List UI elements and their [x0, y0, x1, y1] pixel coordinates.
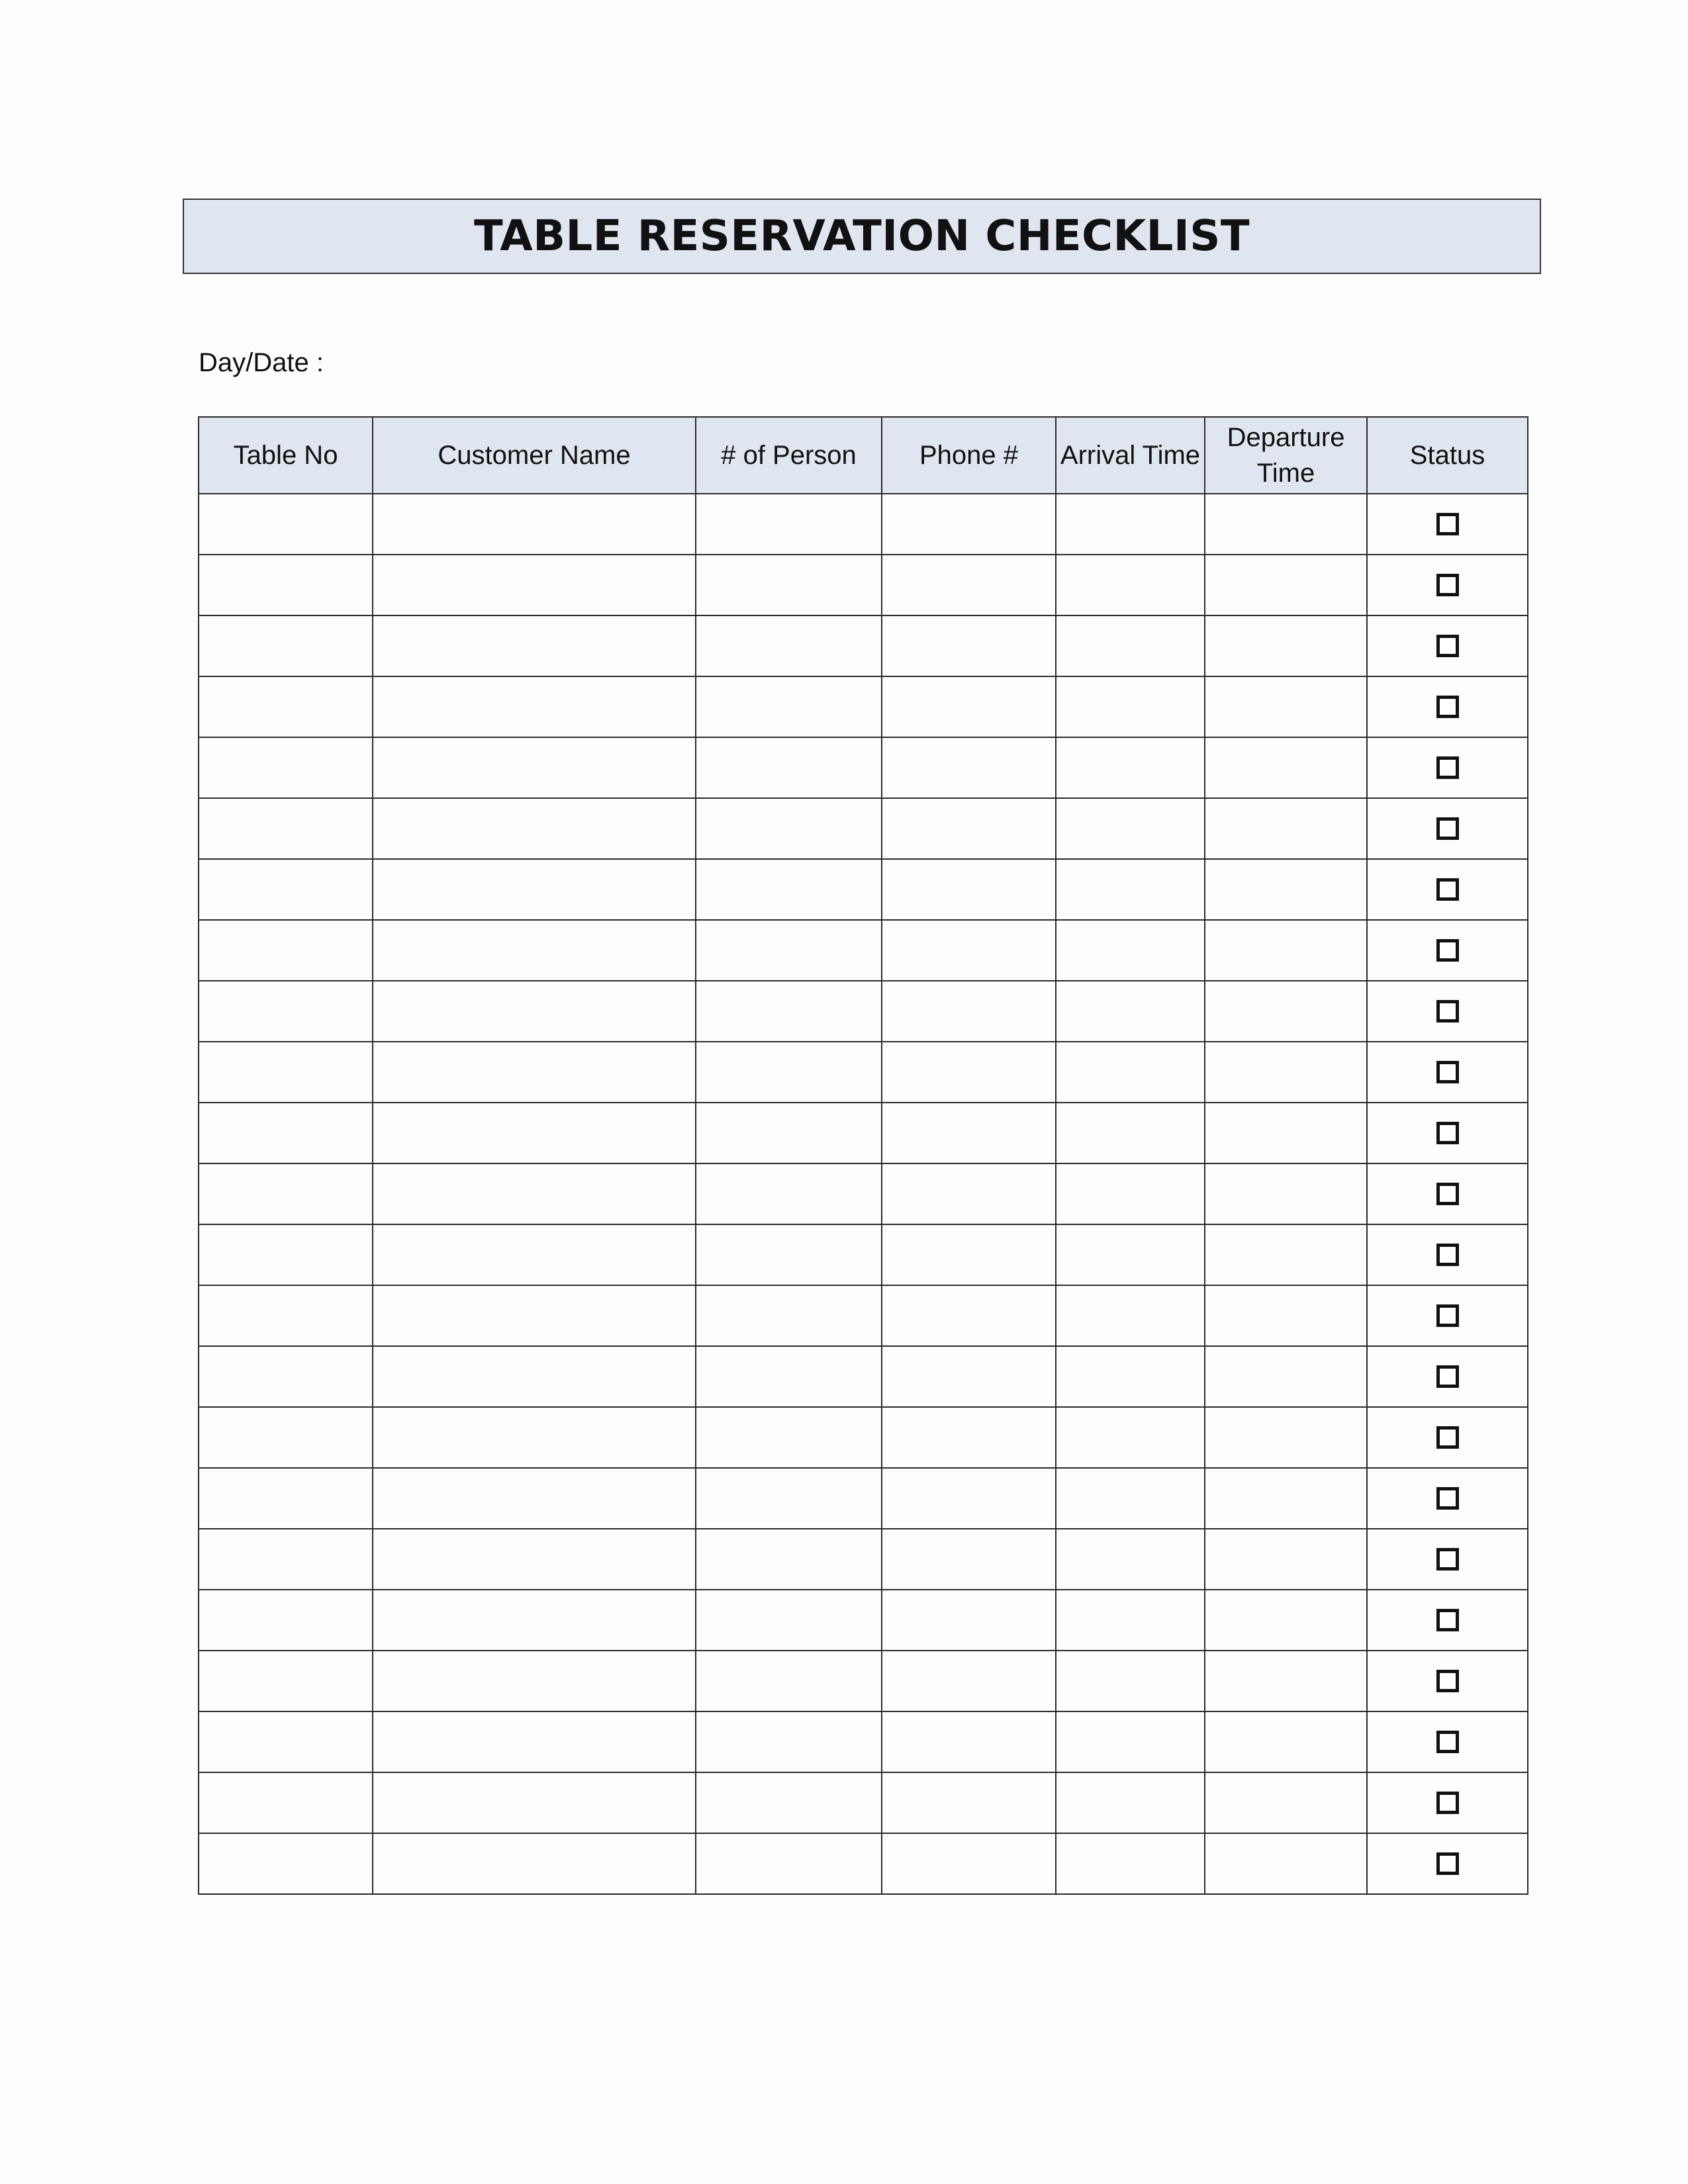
departure-time-cell[interactable]: [1205, 1224, 1367, 1285]
phone-cell[interactable]: [882, 1042, 1056, 1103]
num-persons-cell[interactable]: [696, 1590, 882, 1651]
table-row: [199, 1163, 1528, 1224]
departure-time-cell[interactable]: [1205, 494, 1367, 555]
table-row: [199, 1711, 1528, 1772]
departure-time-cell[interactable]: [1205, 1529, 1367, 1590]
customer-name-cell[interactable]: [373, 859, 696, 920]
table-row: [199, 1529, 1528, 1590]
arrival-time-cell[interactable]: [1056, 981, 1205, 1042]
status-checkbox[interactable]: [1436, 1365, 1459, 1388]
status-cell: [1367, 1224, 1528, 1285]
phone-cell[interactable]: [882, 1407, 1056, 1468]
num-persons-cell[interactable]: [696, 676, 882, 737]
num-persons-cell[interactable]: [696, 1163, 882, 1224]
reservation-table: [198, 416, 1528, 1895]
status-checkbox[interactable]: [1436, 1426, 1459, 1449]
phone-cell[interactable]: [882, 1711, 1056, 1772]
status-cell: [1367, 615, 1528, 676]
status-checkbox[interactable]: [1436, 1000, 1459, 1023]
num-persons-cell[interactable]: [696, 494, 882, 555]
column-header-departure-time: Departure Time: [1205, 417, 1367, 494]
departure-time-cell[interactable]: [1205, 1711, 1367, 1772]
status-cell: [1367, 920, 1528, 981]
arrival-time-cell[interactable]: [1056, 1529, 1205, 1590]
num-persons-cell[interactable]: [696, 1651, 882, 1711]
departure-time-cell[interactable]: [1205, 737, 1367, 798]
customer-name-cell[interactable]: [373, 798, 696, 859]
table-row: [199, 920, 1528, 981]
customer-name-cell[interactable]: [373, 615, 696, 676]
table-row: [199, 1590, 1528, 1651]
table-no-cell[interactable]: [199, 1163, 373, 1224]
customer-name-cell[interactable]: [373, 1711, 696, 1772]
status-checkbox[interactable]: [1436, 1852, 1459, 1875]
table-no-cell[interactable]: [199, 615, 373, 676]
arrival-time-cell[interactable]: [1056, 1042, 1205, 1103]
header-row: [199, 417, 1528, 494]
status-cell: [1367, 1346, 1528, 1407]
phone-cell[interactable]: [882, 1772, 1056, 1833]
status-cell: [1367, 1833, 1528, 1894]
column-header-num-persons: # of Person: [696, 417, 882, 494]
num-persons-cell[interactable]: [696, 1407, 882, 1468]
status-checkbox[interactable]: [1436, 1122, 1459, 1144]
status-checkbox[interactable]: [1436, 878, 1459, 901]
status-cell: [1367, 1468, 1528, 1529]
table-row: [199, 1346, 1528, 1407]
departure-time-cell[interactable]: [1205, 1042, 1367, 1103]
departure-time-cell[interactable]: [1205, 615, 1367, 676]
num-persons-cell[interactable]: [696, 555, 882, 615]
customer-name-cell[interactable]: [373, 1042, 696, 1103]
phone-cell[interactable]: [882, 1833, 1056, 1894]
customer-name-cell[interactable]: [373, 1346, 696, 1407]
table-no-cell[interactable]: [199, 1772, 373, 1833]
customer-name-cell[interactable]: [373, 676, 696, 737]
table-no-cell[interactable]: [199, 555, 373, 615]
phone-cell[interactable]: [882, 1590, 1056, 1651]
status-checkbox[interactable]: [1436, 1244, 1459, 1266]
table-no-cell[interactable]: [199, 1407, 373, 1468]
arrival-time-cell[interactable]: [1056, 1590, 1205, 1651]
arrival-time-cell[interactable]: [1056, 676, 1205, 737]
customer-name-cell[interactable]: [373, 1407, 696, 1468]
table-row: [199, 1772, 1528, 1833]
status-cell: [1367, 798, 1528, 859]
table-no-cell[interactable]: [199, 1346, 373, 1407]
phone-cell[interactable]: [882, 859, 1056, 920]
phone-cell[interactable]: [882, 676, 1056, 737]
table-no-cell[interactable]: [199, 1224, 373, 1285]
table-row: [199, 859, 1528, 920]
customer-name-cell[interactable]: [373, 1224, 696, 1285]
arrival-time-cell[interactable]: [1056, 1468, 1205, 1529]
table-row: [199, 1468, 1528, 1529]
num-persons-cell[interactable]: [696, 1711, 882, 1772]
status-cell: [1367, 555, 1528, 615]
table-no-cell[interactable]: [199, 676, 373, 737]
table-no-cell[interactable]: [199, 1833, 373, 1894]
table-row: [199, 1103, 1528, 1163]
departure-time-cell[interactable]: [1205, 1651, 1367, 1711]
status-cell: [1367, 1590, 1528, 1651]
table-no-cell[interactable]: [199, 1103, 373, 1163]
status-cell: [1367, 1285, 1528, 1346]
arrival-time-cell[interactable]: [1056, 798, 1205, 859]
table-no-cell[interactable]: [199, 1042, 373, 1103]
num-persons-cell[interactable]: [696, 1042, 882, 1103]
departure-time-cell[interactable]: [1205, 981, 1367, 1042]
phone-cell[interactable]: [882, 494, 1056, 555]
status-checkbox[interactable]: [1436, 817, 1459, 840]
status-checkbox[interactable]: [1436, 635, 1459, 657]
arrival-time-cell[interactable]: [1056, 1772, 1205, 1833]
column-header-customer-name: Customer Name: [373, 417, 696, 494]
customer-name-cell[interactable]: [373, 920, 696, 981]
num-persons-cell[interactable]: [696, 1833, 882, 1894]
arrival-time-cell[interactable]: [1056, 494, 1205, 555]
phone-cell[interactable]: [882, 1468, 1056, 1529]
departure-time-cell[interactable]: [1205, 1346, 1367, 1407]
column-header-arrival-time: Arrival Time: [1056, 417, 1205, 494]
column-header-phone: Phone #: [882, 417, 1056, 494]
status-cell: [1367, 859, 1528, 920]
table-row: [199, 1833, 1528, 1894]
status-checkbox[interactable]: [1436, 1183, 1459, 1205]
arrival-time-cell[interactable]: [1056, 920, 1205, 981]
table-row: [199, 494, 1528, 555]
arrival-time-cell[interactable]: [1056, 1285, 1205, 1346]
num-persons-cell[interactable]: [696, 920, 882, 981]
phone-cell[interactable]: [882, 981, 1056, 1042]
arrival-time-cell[interactable]: [1056, 859, 1205, 920]
departure-time-cell[interactable]: [1205, 798, 1367, 859]
status-checkbox[interactable]: [1436, 513, 1459, 535]
phone-cell[interactable]: [882, 1163, 1056, 1224]
phone-cell[interactable]: [882, 555, 1056, 615]
table-no-cell[interactable]: [199, 1285, 373, 1346]
status-cell: [1367, 981, 1528, 1042]
customer-name-cell[interactable]: [373, 1163, 696, 1224]
status-checkbox[interactable]: [1436, 1304, 1459, 1327]
customer-name-cell[interactable]: [373, 737, 696, 798]
departure-time-cell[interactable]: [1205, 1833, 1367, 1894]
column-header-status: Status: [1367, 417, 1528, 494]
status-cell: [1367, 1711, 1528, 1772]
arrival-time-cell[interactable]: [1056, 737, 1205, 798]
arrival-time-cell[interactable]: [1056, 1407, 1205, 1468]
table-row: [199, 981, 1528, 1042]
arrival-time-cell[interactable]: [1056, 1163, 1205, 1224]
table-no-cell[interactable]: [199, 981, 373, 1042]
status-cell: [1367, 1103, 1528, 1163]
num-persons-cell[interactable]: [696, 1468, 882, 1529]
status-checkbox[interactable]: [1436, 756, 1459, 779]
table-row: [199, 676, 1528, 737]
table-row: [199, 615, 1528, 676]
phone-cell[interactable]: [882, 798, 1056, 859]
status-checkbox[interactable]: [1436, 1548, 1459, 1570]
table-no-cell[interactable]: [199, 1590, 373, 1651]
departure-time-cell[interactable]: [1205, 1772, 1367, 1833]
customer-name-cell[interactable]: [373, 1529, 696, 1590]
phone-cell[interactable]: [882, 1346, 1056, 1407]
table-row: [199, 1407, 1528, 1468]
title-banner: [183, 199, 1541, 274]
arrival-time-cell[interactable]: [1056, 1833, 1205, 1894]
table-row: [199, 798, 1528, 859]
status-checkbox[interactable]: [1436, 1609, 1459, 1631]
num-persons-cell[interactable]: [696, 615, 882, 676]
customer-name-cell[interactable]: [373, 1103, 696, 1163]
phone-cell[interactable]: [882, 1285, 1056, 1346]
table-no-cell[interactable]: [199, 1651, 373, 1711]
status-checkbox[interactable]: [1436, 574, 1459, 596]
arrival-time-cell[interactable]: [1056, 1346, 1205, 1407]
arrival-time-cell[interactable]: [1056, 1711, 1205, 1772]
status-cell: [1367, 1163, 1528, 1224]
num-persons-cell[interactable]: [696, 798, 882, 859]
phone-cell[interactable]: [882, 615, 1056, 676]
departure-time-cell[interactable]: [1205, 555, 1367, 615]
status-cell: [1367, 494, 1528, 555]
departure-time-cell[interactable]: [1205, 920, 1367, 981]
num-persons-cell[interactable]: [696, 1772, 882, 1833]
status-cell: [1367, 1772, 1528, 1833]
table-no-cell[interactable]: [199, 920, 373, 981]
arrival-time-cell[interactable]: [1056, 1103, 1205, 1163]
arrival-time-cell[interactable]: [1056, 1651, 1205, 1711]
status-cell: [1367, 1529, 1528, 1590]
status-cell: [1367, 1042, 1528, 1103]
status-checkbox[interactable]: [1436, 1670, 1459, 1692]
status-checkbox[interactable]: [1436, 1487, 1459, 1510]
status-cell: [1367, 1651, 1528, 1711]
customer-name-cell[interactable]: [373, 1468, 696, 1529]
num-persons-cell[interactable]: [696, 737, 882, 798]
status-checkbox[interactable]: [1436, 1731, 1459, 1753]
phone-cell[interactable]: [882, 1103, 1056, 1163]
departure-time-cell[interactable]: [1205, 859, 1367, 920]
phone-cell[interactable]: [882, 1529, 1056, 1590]
num-persons-cell[interactable]: [696, 1529, 882, 1590]
customer-name-cell[interactable]: [373, 1651, 696, 1711]
table-row: [199, 1224, 1528, 1285]
table-no-cell[interactable]: [199, 1711, 373, 1772]
num-persons-cell[interactable]: [696, 859, 882, 920]
status-checkbox[interactable]: [1436, 696, 1459, 718]
departure-time-cell[interactable]: [1205, 1103, 1367, 1163]
column-header-table-no: Table No: [199, 417, 373, 494]
customer-name-cell[interactable]: [373, 1772, 696, 1833]
status-checkbox[interactable]: [1436, 1061, 1459, 1083]
table-no-cell[interactable]: [199, 1529, 373, 1590]
phone-cell[interactable]: [882, 737, 1056, 798]
customer-name-cell[interactable]: [373, 1590, 696, 1651]
table-row: [199, 737, 1528, 798]
table-no-cell[interactable]: [199, 798, 373, 859]
table-row: [199, 1042, 1528, 1103]
arrival-time-cell[interactable]: [1056, 1224, 1205, 1285]
table-no-cell[interactable]: [199, 859, 373, 920]
phone-cell[interactable]: [882, 1224, 1056, 1285]
num-persons-cell[interactable]: [696, 1285, 882, 1346]
customer-name-cell[interactable]: [373, 494, 696, 555]
arrival-time-cell[interactable]: [1056, 615, 1205, 676]
arrival-time-cell[interactable]: [1056, 555, 1205, 615]
num-persons-cell[interactable]: [696, 1224, 882, 1285]
table-no-cell[interactable]: [199, 1468, 373, 1529]
customer-name-cell[interactable]: [373, 1833, 696, 1894]
phone-cell[interactable]: [882, 1651, 1056, 1711]
table-no-cell[interactable]: [199, 737, 373, 798]
status-cell: [1367, 676, 1528, 737]
num-persons-cell[interactable]: [696, 1346, 882, 1407]
departure-time-cell[interactable]: [1205, 1163, 1367, 1224]
status-cell: [1367, 1407, 1528, 1468]
table-body: [199, 494, 1528, 1894]
departure-time-cell[interactable]: [1205, 1468, 1367, 1529]
status-checkbox[interactable]: [1436, 939, 1459, 962]
status-checkbox[interactable]: [1436, 1792, 1459, 1814]
num-persons-cell[interactable]: [696, 1103, 882, 1163]
departure-time-cell[interactable]: [1205, 676, 1367, 737]
day-date-label: Day/Date :: [199, 348, 324, 377]
customer-name-cell[interactable]: [373, 1285, 696, 1346]
customer-name-cell[interactable]: [373, 555, 696, 615]
table-header: [199, 417, 1528, 494]
page-title: TABLE RESERVATION CHECKLIST: [474, 212, 1250, 261]
departure-time-cell[interactable]: [1205, 1590, 1367, 1651]
table-row: [199, 1285, 1528, 1346]
table-no-cell[interactable]: [199, 494, 373, 555]
table-row: [199, 555, 1528, 615]
phone-cell[interactable]: [882, 920, 1056, 981]
departure-time-cell[interactable]: [1205, 1407, 1367, 1468]
num-persons-cell[interactable]: [696, 981, 882, 1042]
customer-name-cell[interactable]: [373, 981, 696, 1042]
departure-time-cell[interactable]: [1205, 1285, 1367, 1346]
status-cell: [1367, 737, 1528, 798]
table-row: [199, 1651, 1528, 1711]
